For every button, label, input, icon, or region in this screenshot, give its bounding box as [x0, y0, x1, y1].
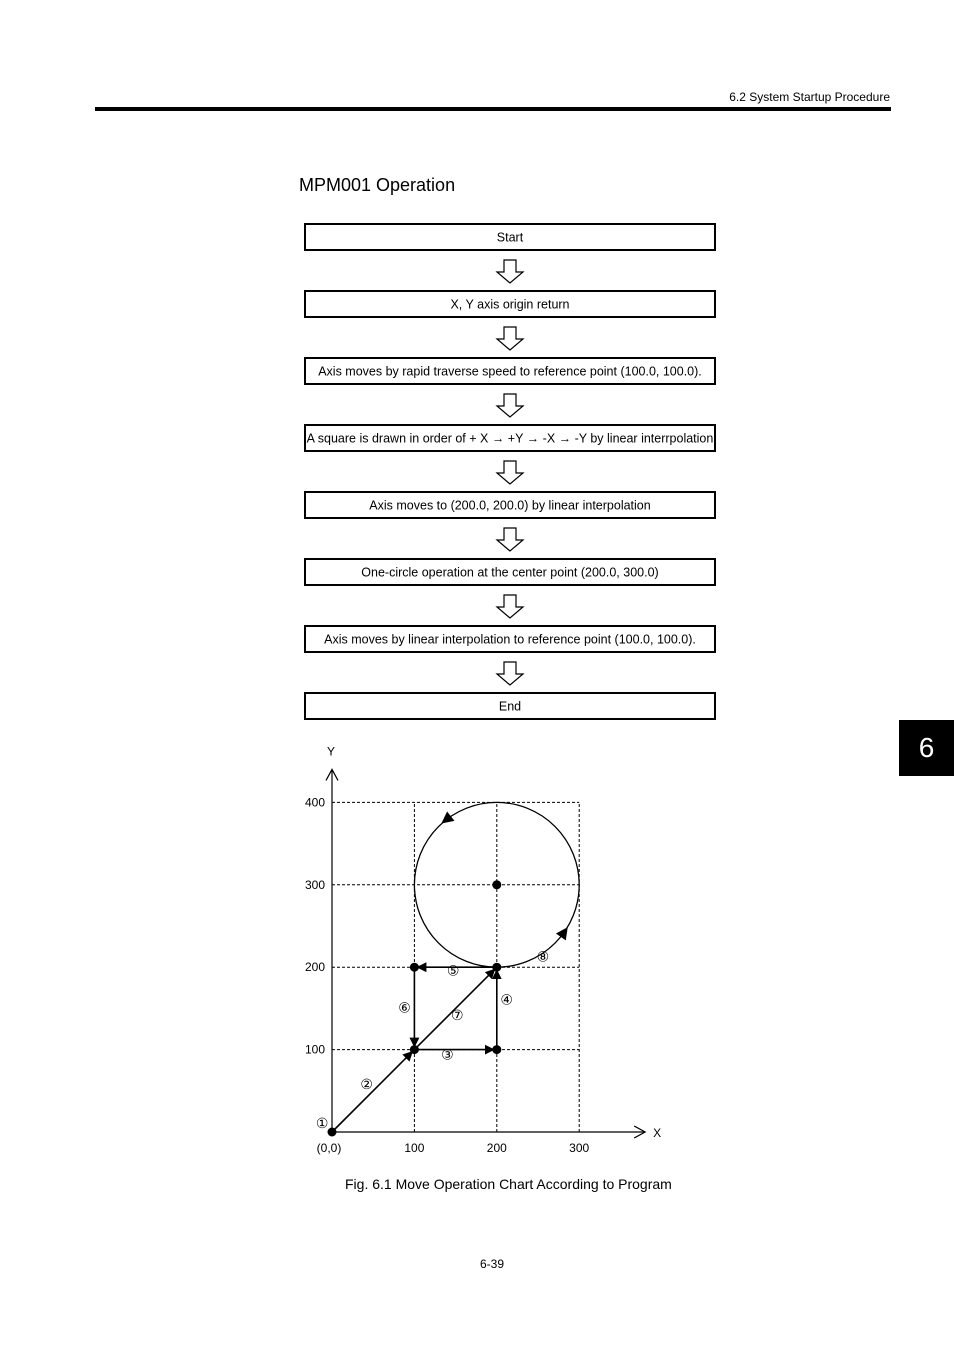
point-marker — [492, 963, 501, 972]
x-axis-label: X — [653, 1126, 662, 1140]
point-marker — [492, 1045, 501, 1054]
flow-arrow — [497, 461, 523, 484]
flow-arrow — [497, 528, 523, 551]
step-number-label: ⑧ — [536, 948, 550, 965]
running-header: 6.2 System Startup Procedure — [729, 90, 890, 104]
step-number-label: ② — [360, 1076, 373, 1093]
y-tick-label: 100 — [304, 1042, 325, 1057]
step-number-label: ⑤ — [446, 962, 460, 979]
flow-arrow — [497, 662, 523, 685]
flow-step-label: X, Y axis origin return — [450, 297, 570, 312]
move-operation-chart — [295, 740, 695, 1160]
x-tick-label: 200 — [486, 1141, 507, 1155]
flow-arrow — [497, 394, 523, 417]
flow-step-label: Axis moves to (200.0, 200.0) by linear interpolation — [369, 498, 651, 513]
header-rule — [95, 107, 891, 111]
step-number-label: ⑦ — [450, 1006, 464, 1023]
flow-step-label: Start — [496, 230, 524, 245]
point-marker — [492, 880, 501, 889]
operation-flowchart — [300, 220, 720, 725]
point-marker — [328, 1128, 337, 1137]
x-tick-label: 100 — [404, 1141, 425, 1155]
chapter-tab: 6 — [899, 720, 954, 776]
y-tick-label: 200 — [304, 960, 325, 975]
point-marker — [410, 1045, 419, 1054]
flow-step-label: One-circle operation at the center point (200.0, 300.0) — [361, 565, 659, 580]
x-tick-label: 300 — [569, 1141, 590, 1155]
flow-arrow — [497, 260, 523, 283]
flow-step-label: Axis moves by rapid traverse speed to reference point (100.0, 100.0). — [318, 364, 702, 379]
step-number-label: ③ — [441, 1046, 454, 1063]
step-number-label: ① — [315, 1114, 329, 1131]
section-title: MPM001 Operation — [299, 175, 456, 195]
step-number-label: ⑥ — [398, 999, 411, 1016]
flow-step-label: End — [498, 699, 522, 714]
step-number-label: ④ — [500, 991, 513, 1008]
origin-label: (0,0) — [316, 1141, 342, 1155]
y-tick-label: 300 — [304, 877, 325, 892]
flow-step-label: Axis moves by linear interpolation to reference point (100.0, 100.0). — [324, 632, 696, 647]
flow-arrow — [497, 327, 523, 350]
figure-caption: Fig. 6.1 Move Operation Chart According to Program — [345, 1176, 672, 1192]
flow-arrow — [497, 595, 523, 618]
y-axis-label: Y — [326, 744, 336, 759]
flow-step-label: A square is drawn in order of + X → +Y → -X → -Y by linear interrpolation — [306, 431, 714, 446]
page-number: 6-39 — [480, 1257, 505, 1271]
point-marker — [410, 963, 419, 972]
circle-direction-arrow — [441, 811, 454, 823]
circle-direction-arrow — [556, 927, 568, 940]
y-tick-label: 400 — [304, 795, 325, 810]
